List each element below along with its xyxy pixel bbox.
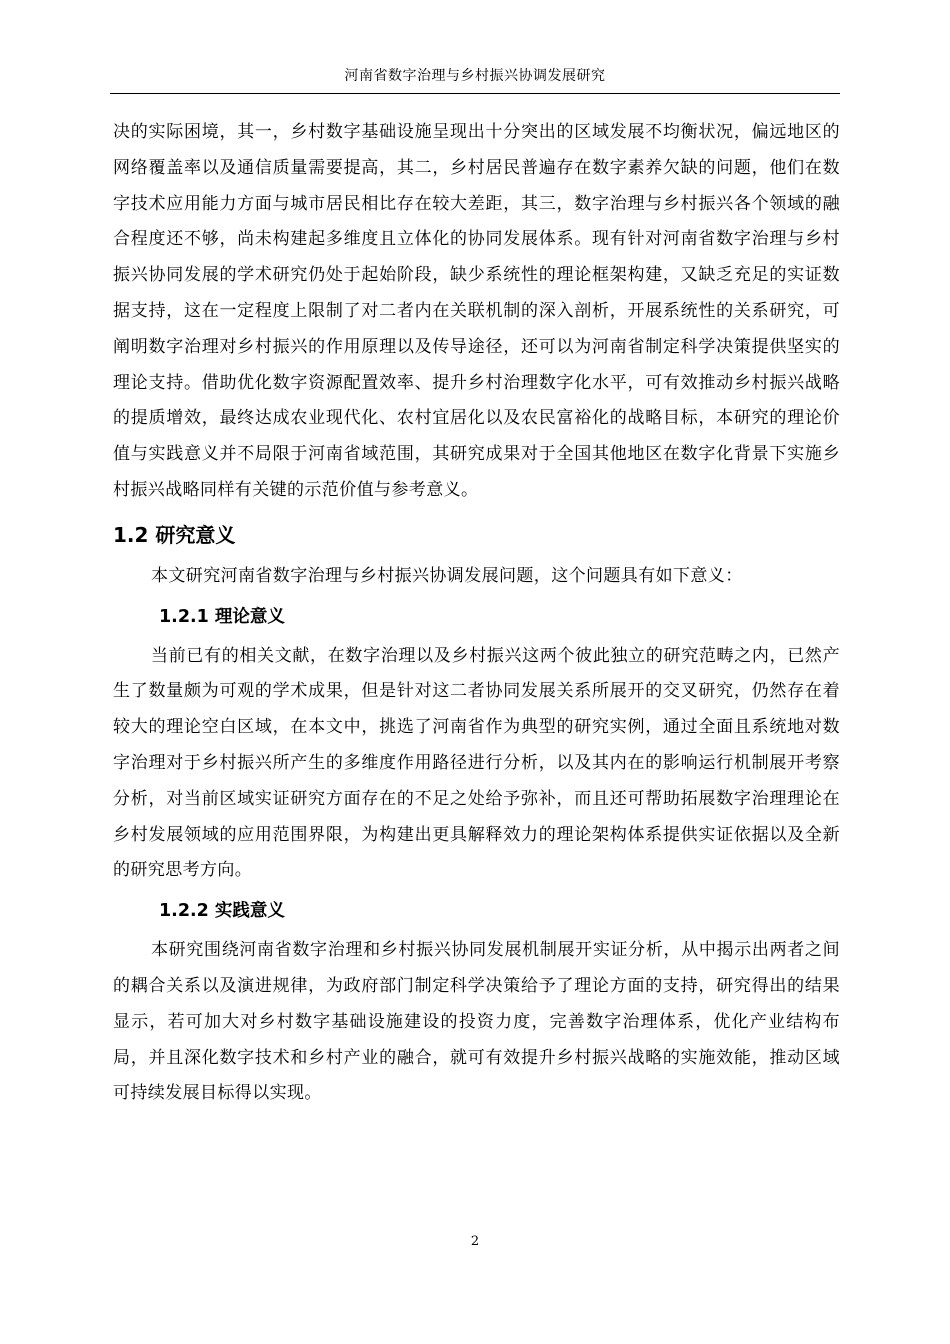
theoretical-significance-paragraph: 当前已有的相关文献，在数字治理以及乡村振兴这两个彼此独立的研究范畴之内，已然产生了数量颇为可观的学术成果，但是针对这二者协同发展关系所展开的交叉研究，仍然存在着较大的理论空白区域，在本文中，挑选了河南省作为典型的研究实例，通过全面且系统地对数字治理对于乡村振兴所产生的多维度作用路径进行分析，以及其内在的影响运行机制展开考察分析，对当前区域实证研究方面存在的不足之处给予弥补，而且还可帮助拓展数字治理理论在乡村发展领域的应用范围界限，为构建出更具解释效力的理论架构体系提供实证依据以及全新的研究思考方向。 (113, 645, 840, 881)
section-1-2-lead-paragraph: 本文研究河南省数字治理与乡村振兴协调发展问题，这个问题具有如下意义： (151, 565, 743, 586)
section-heading-1-2-2: 1.2.2 实践意义 (159, 901, 285, 922)
page-content (113, 115, 840, 1112)
section-heading-1-2-1: 1.2.1 理论意义 (159, 606, 285, 627)
practical-significance-paragraph: 本研究围绕河南省数字治理和乡村振兴协同发展机制展开实证分析，从中揭示出两者之间的耦合关系以及演进规律，为政府部门制定科学决策给予了理论方面的支持，研究得出的结果显示，若可加大对乡村数字基础设施建设的投资力度，完善数字治理体系，优化产业结构布局，并且深化数字技术和乡村产业的融合，就可有效提升乡村振兴战略的实施效能，推动区域可持续发展目标得以实现。 (113, 940, 840, 1104)
running-header: 河南省数字治理与乡村振兴协调发展研究 (344, 68, 606, 84)
header-rule (110, 93, 840, 94)
intro-paragraph: 决的实际困境，其一，乡村数字基础设施呈现出十分突出的区域发展不均衡状况，偏远地区的网络覆盖率以及通信质量需要提高，其二，乡村居民普遍存在数字素养欠缺的问题，他们在数字技术应用能力方面与城市居民相比存在较大差距，其三，数字治理与乡村振兴各个领域的融合程度还不够，尚未构建起多维度且立体化的协同发展体系。现有针对河南省数字治理与乡村振兴协同发展的学术研究仍处于起始阶段，缺少系统性的理论框架构建，又缺乏充足的实证数据支持，这在一定程度上限制了对二者内在关联机制的深入剖析，开展系统性的关系研究，可阐明数字治理对乡村振兴的作用原理以及传导途径，还可以为河南省制定科学决策提供坚实的理论支持。借助优化数字资源配置效率、提升乡村治理数字化水平，可有效推动乡村振兴战略的提质增效，最终达成农业现代化、农村宜居化以及农民富裕化的战略目标，本研究的理论价值与实践意义并不局限于河南省域范围，其研究成果对于全国其他地区在数字化背景下实施乡村振兴战略同样有关键的示范价值与参考意义。 (113, 122, 840, 500)
section-heading-1-2: 1.2 研究意义 (113, 522, 236, 547)
page-number: 2 (470, 1234, 480, 1249)
